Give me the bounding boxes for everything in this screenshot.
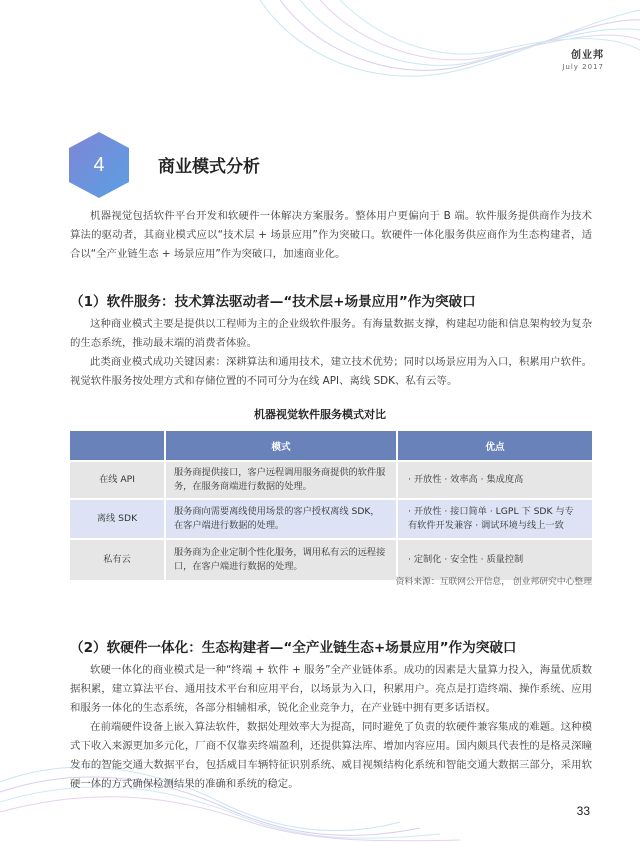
decorative-wave-top: [0, 0, 640, 130]
row-description: 服务商提供接口，客户远程调用服务商提供的软件服务，在服务商端进行数据的处理。: [166, 460, 398, 498]
part1-body: [70, 315, 592, 391]
row-label: 离线 SDK: [70, 498, 166, 538]
part1-paragraph-1: 这种商业模式主要是提供以工程师为主的企业级软件服务。有海量数据支撑，构建起功能和信息架构较为复杂的生态系统，推动最末端的消费者体验。: [70, 318, 592, 349]
part2-body: [70, 661, 592, 794]
table-row: [70, 460, 592, 498]
table-header-advantages: 优点: [398, 431, 592, 460]
section-number: 4: [93, 154, 105, 176]
table-title: 机器视觉软件服务模式对比: [254, 408, 386, 421]
row-advantages: · 开放性 · 效率高 · 集成度高: [398, 460, 592, 498]
row-label: 私有云: [70, 538, 166, 580]
comparison-table: [70, 431, 592, 580]
row-label: 在线 API: [70, 460, 166, 498]
section-number-badge: [66, 130, 132, 200]
section-intro: [70, 207, 592, 264]
part2-paragraph-1: 软硬一体化的商业模式是一种“终端 + 软件 + 服务”全产业链体系。成功的因素是大量算力投入，海量优质数据积累，建立算法平台、通用技术平台和应用平台，以场景为入口，积累用户。亮点是打造终端、操作系统、应用和服务一体化的生态系统，各部分相辅相承，锐化企业竞争力，在产业链中拥有更多话语权。: [70, 664, 592, 714]
brand-header: [562, 46, 604, 71]
row-description: 服务商为企业定制个性化服务，调用私有云的远程接口，在客户端进行数据的处理。: [166, 538, 398, 580]
table-row: [70, 498, 592, 538]
section-title: 商业模式分析: [158, 157, 260, 177]
row-advantages: · 开放性 · 接口简单 · LGPL 下 SDK 与专有软件开发兼容 · 调试环境与线上一致: [398, 498, 592, 538]
issue-date: July 2017: [562, 63, 604, 71]
intro-paragraph: 机器视觉包括软件平台开发和软硬件一体解决方案服务。整体用户更偏向于 B 端。软件服务提供商作为技术算法的驱动者，其商业模式应以“技术层 + 场景应用”作为突破口。软硬件一体化服务供应商作为生态构建者，适合以“全产业链生态 + 场景应用”作为突破口，加速商业化。: [70, 210, 592, 260]
part1-title: （1）软件服务：技术算法驱动者—“技术层+场景应用”作为突破口: [70, 294, 476, 310]
part1-paragraph-2: 此类商业模式成功关键因素：深耕算法和通用技术，建立技术优势；同时以场景应用为入口，积累用户软件。视觉软件服务按处理方式和存储位置的不同可分为在线 API、离线 SDK、私有云等。: [70, 356, 592, 387]
part2-paragraph-2: 在前端硬件设备上嵌入算法软件，数据处理效率大为提高，同时避免了负责的软硬件兼容集成的难题。这种模式下收入来源更加多元化，厂商不仅靠卖终端盈利，还提供算法库、增加内容应用。国内颇具代表性的是格灵深瞳发布的智能交通大数据平台，包括威目车辆特征识别系统、威目视频结构化系统和智能交通大数据三部分，采用软硬一体的方式确保检测结果的准确和系统的稳定。: [70, 721, 592, 790]
table-header-blank: [70, 431, 166, 460]
table-source-note: 资料来源：互联网公开信息， 创业邦研究中心整理: [395, 577, 592, 587]
brand-name: 创业邦: [571, 50, 604, 61]
row-description: 服务商向需要离线使用场景的客户授权离线 SDK，在客户端进行数据的处理。: [166, 498, 398, 538]
row-advantages: · 定制化 · 安全性 · 质量控制: [398, 538, 592, 580]
table-header-row: [70, 431, 592, 460]
table-header-mode: 模式: [166, 431, 398, 460]
part2-title: （2）软硬件一体化：生态构建者—“全产业链生态+场景应用”作为突破口: [70, 640, 517, 656]
page-number: 33: [576, 804, 590, 818]
